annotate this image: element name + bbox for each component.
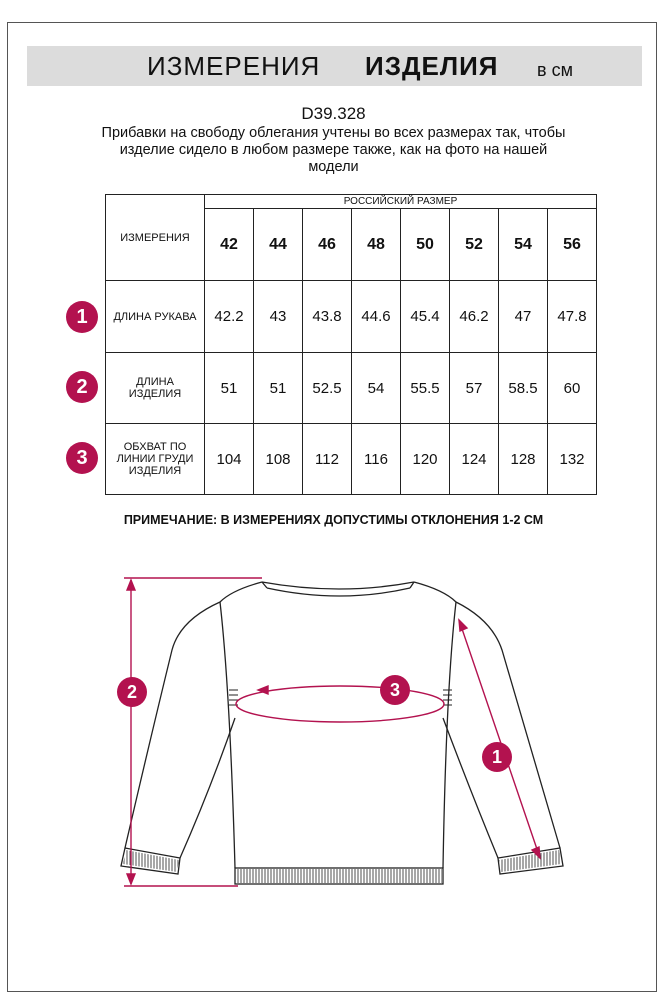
table-cell: 43.8 — [303, 281, 352, 353]
table-cell: 43 — [254, 281, 303, 353]
title-unit: в см — [537, 60, 573, 80]
table-cell: 58.5 — [499, 353, 548, 424]
row-label-text: ДЛИНА ИЗДЕЛИЯ — [128, 376, 182, 400]
size-header: 56 — [548, 209, 597, 281]
table-cell: 60 — [548, 353, 597, 424]
table-cell: 120 — [401, 424, 450, 495]
size-header: 44 — [254, 209, 303, 281]
size-header: 50 — [401, 209, 450, 281]
marker-2-icon: 2 — [117, 677, 147, 707]
table-cell: 116 — [352, 424, 401, 495]
size-header: 54 — [499, 209, 548, 281]
table-cell: 47.8 — [548, 281, 597, 353]
size-header: 48 — [352, 209, 401, 281]
hem-rib — [236, 869, 442, 883]
table-cell: 112 — [303, 424, 352, 495]
table-cell: 44.6 — [352, 281, 401, 353]
table-cell: 132 — [548, 424, 597, 495]
table-cell: 108 — [254, 424, 303, 495]
table-cell: 51 — [254, 353, 303, 424]
table-cell: 55.5 — [401, 353, 450, 424]
fit-description-line: Прибавки на свободу облегания учтены во всех размерах так, чтобы — [101, 125, 566, 141]
table-cell: 57 — [450, 353, 499, 424]
size-header: 52 — [450, 209, 499, 281]
corner-label: ИЗМЕРЕНИЯ — [106, 195, 205, 281]
badge-3: 3 — [66, 442, 98, 474]
title-item: ИЗДЕЛИЯ — [365, 51, 499, 81]
fit-description-line: изделие сидело в любом размере также, как на фото на нашей — [119, 142, 548, 158]
table-cell: 42.2 — [205, 281, 254, 353]
table-cell: 45.4 — [401, 281, 450, 353]
table-cell: 54 — [352, 353, 401, 424]
badge-1: 1 — [66, 301, 98, 333]
marker-3-icon: 3 — [380, 675, 410, 705]
sweater-outline — [121, 582, 563, 884]
table-cell: 104 — [205, 424, 254, 495]
table-cell: 52.5 — [303, 353, 352, 424]
row-label-text: ОБХВАТ ПО ЛИНИИ ГРУДИ ИЗДЕЛИЯ — [116, 441, 194, 477]
table-cell: 46.2 — [450, 281, 499, 353]
fit-description-line: модели — [308, 159, 359, 175]
size-system-label: РОССИЙСКИЙ РАЗМЕР — [205, 195, 597, 209]
size-header: 46 — [303, 209, 352, 281]
badge-2: 2 — [66, 371, 98, 403]
table-cell: 128 — [499, 424, 548, 495]
tolerance-note: ПРИМЕЧАНИЕ: В ИЗМЕРЕНИЯХ ДОПУСТИМЫ ОТКЛОНЕНИЯ 1-2 СМ — [123, 513, 544, 527]
size-header: 42 — [205, 209, 254, 281]
row-label-sleeve-length: ДЛИНА РУКАВА — [106, 281, 205, 353]
product-code: D39.328 — [301, 104, 366, 123]
table-cell: 51 — [205, 353, 254, 424]
table-cell: 47 — [499, 281, 548, 353]
marker-1-icon: 1 — [482, 742, 512, 772]
title-measurements: ИЗМЕРЕНИЯ — [147, 51, 321, 81]
table-cell: 124 — [450, 424, 499, 495]
